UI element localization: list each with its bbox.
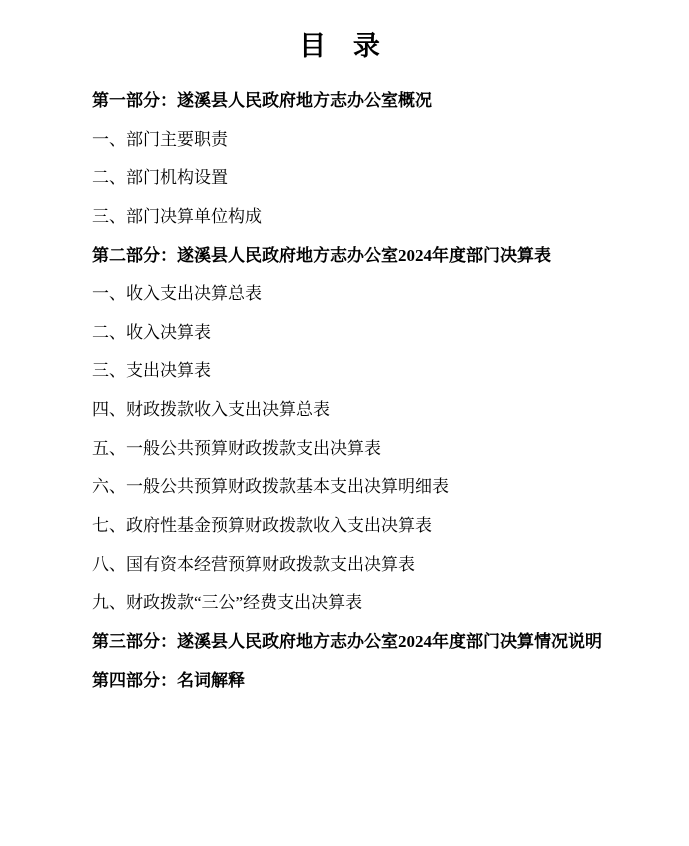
- toc-entry-item[interactable]: 二、部门机构设置: [92, 168, 228, 188]
- page-title: 目 录: [299, 31, 390, 61]
- toc-entry-item[interactable]: 七、政府性基金预算财政拨款收入支出决算表: [92, 516, 432, 536]
- toc-entry-item[interactable]: 一、收入支出决算总表: [92, 284, 262, 304]
- toc-entry-item[interactable]: 三、支出决算表: [92, 361, 211, 381]
- toc-entry-part[interactable]: 第二部分：遂溪县人民政府地方志办公室2024年度部门决算表: [92, 245, 551, 265]
- table-of-contents: [58, 89, 631, 693]
- toc-entry-part[interactable]: 第四部分：名词解释: [92, 670, 245, 690]
- toc-entry-item[interactable]: 五、一般公共预算财政拨款支出决算表: [92, 438, 381, 458]
- toc-entry-item[interactable]: 八、国有资本经营预算财政拨款支出决算表: [92, 554, 415, 574]
- toc-entry-part[interactable]: 第三部分：遂溪县人民政府地方志办公室2024年度部门决算情况说明: [92, 631, 602, 651]
- toc-entry-item[interactable]: 四、财政拨款收入支出决算总表: [92, 400, 330, 420]
- toc-entry-part[interactable]: 第一部分：遂溪县人民政府地方志办公室概况: [92, 91, 432, 110]
- toc-entry-item[interactable]: 三、部门决算单位构成: [92, 206, 262, 226]
- toc-entry-item[interactable]: 二、收入决算表: [92, 322, 211, 342]
- toc-entry-item[interactable]: 九、财政拨款“三公”经费支出决算表: [92, 593, 363, 613]
- document-page: [0, 24, 689, 846]
- toc-entry-item[interactable]: 六、一般公共预算财政拨款基本支出决算明细表: [92, 477, 449, 497]
- toc-entry-item[interactable]: 一、部门主要职责: [92, 129, 228, 149]
